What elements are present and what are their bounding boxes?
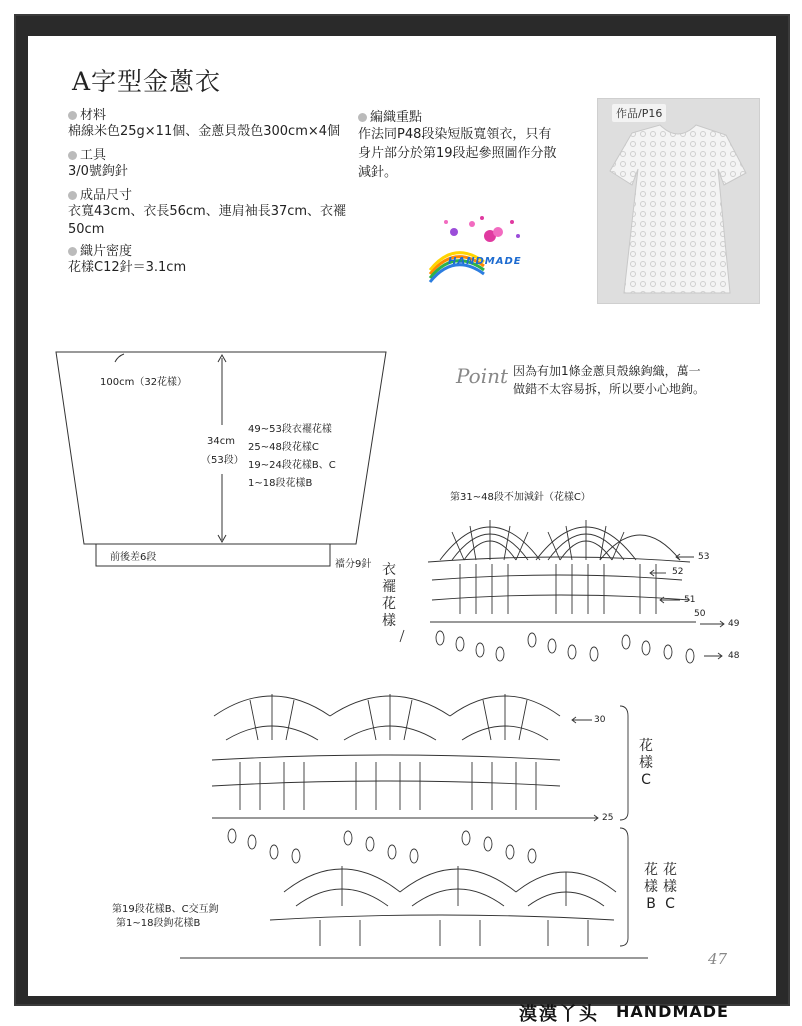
chart1-row-51: 51: [684, 595, 696, 605]
chart2-row-30: 30: [594, 715, 606, 725]
size-value-line2: 50cm: [68, 222, 105, 237]
page-number: 47: [708, 950, 728, 968]
chart2-row-25: 25: [602, 813, 614, 823]
materials-heading: 材料: [68, 104, 106, 123]
chart2-label-bc-right: 花 樣 C: [663, 862, 677, 912]
chart1-row-48: 48: [728, 651, 740, 661]
schematic-height-cm: 34cm: [207, 436, 235, 447]
point-line2: 做錯不太容易拆，所以要小心地鉤。: [513, 382, 706, 396]
knitting-line2: 身片部分於第19段起參照圖作分散: [358, 146, 557, 161]
knitting-heading: 編織重點: [358, 106, 422, 125]
gauge-value: 花樣C12針＝3.1cm: [68, 260, 187, 275]
point-line1: 因為有加1條金蔥貝殼線鉤織，萬一: [513, 364, 701, 378]
schematic-rows-4: 1~18段花樣B: [248, 478, 313, 489]
footer-brand-en: HANDMADE: [616, 1002, 729, 1021]
size-heading: 成品尺寸: [68, 184, 132, 203]
footer-brand-cn: 漠漠丫头: [519, 1004, 599, 1025]
schematic-height-rows: （53段）: [201, 455, 244, 466]
size-value-line1: 衣寬43cm、衣長56cm、連肩袖長37cm、衣襬: [68, 204, 347, 219]
tools-value: 3/0號鉤針: [68, 164, 128, 179]
chart2-note-2: 第1~18段鉤花樣B: [116, 918, 201, 929]
chart1-row-49: 49: [728, 619, 740, 629]
pattern-title: A字型金蔥衣: [72, 67, 222, 96]
chart1-row-53: 53: [698, 552, 710, 562]
schematic-top-label: 100cm（32花樣）: [100, 377, 188, 388]
chart1-caption: 第31~48段不加減針（花樣C）: [450, 492, 591, 503]
chart1-row-50: 50: [694, 609, 706, 619]
tools-heading: 工具: [68, 144, 106, 163]
chart1-row-52: 52: [672, 567, 684, 577]
chart2-label-c: 花 樣 C: [639, 738, 653, 788]
schematic-rows-3: 19~24段花樣B、C: [248, 460, 336, 471]
logo-text: HANDMADE: [448, 256, 522, 267]
chart2-note-1: 第19段花樣B、C交互鉤: [112, 904, 219, 915]
knitting-line3: 減針。: [358, 165, 398, 180]
chart2-label-bc-left: 花 樣 B: [644, 862, 658, 912]
chart1-side-label: 衣 襬 花 樣: [382, 562, 396, 629]
schematic-rows-1: 49~53段衣襬花樣: [248, 424, 332, 435]
photo-tag: 作品/P16: [612, 104, 666, 122]
point-heading: Point: [456, 364, 509, 388]
gauge-heading: 織片密度: [68, 240, 132, 259]
knitting-line1: 作法同P48段染短版寬領衣，只有: [358, 127, 552, 142]
materials-value: 棉線米色25g×11個、金蔥貝殼色300cm×4個: [68, 124, 341, 139]
schematic-bottom-right: 襠分9針: [335, 559, 372, 570]
schematic-rows-2: 25~48段花樣C: [248, 442, 319, 453]
schematic-bottom-left: 前後差6段: [110, 552, 157, 563]
